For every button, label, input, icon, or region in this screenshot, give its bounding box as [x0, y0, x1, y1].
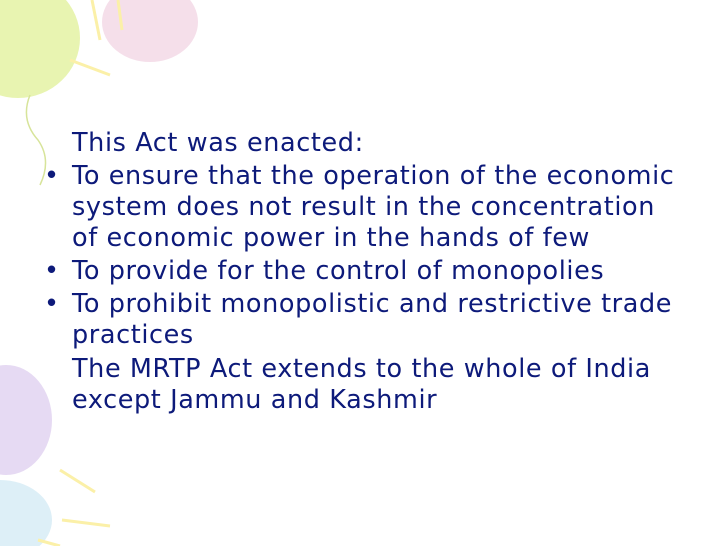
- closing-line: [44, 354, 684, 416]
- bullet-text: To provide for the control of monopolies: [72, 256, 605, 286]
- yellow-ray: [62, 520, 110, 526]
- bullet-marker: •: [44, 256, 60, 286]
- blue-balloon: [0, 480, 52, 546]
- bullet-item: [44, 161, 684, 254]
- yellow-ray: [92, 0, 100, 40]
- bullet-marker: •: [44, 161, 60, 191]
- closing-text: The MRTP Act extends to the whole of India except Jammu and Kashmir: [72, 354, 651, 415]
- bullet-marker: •: [44, 289, 60, 319]
- green-balloon: [0, 0, 80, 98]
- pink-balloon: [102, 0, 198, 62]
- intro-text: This Act was enacted:: [72, 128, 364, 158]
- green-balloon-string: [26, 95, 45, 185]
- bullet-item: [44, 256, 684, 287]
- bullet-text: To prohibit monopolistic and restrictive trade practices: [72, 289, 673, 350]
- bullet-item: [44, 289, 684, 351]
- bullet-text: To ensure that the operation of the economic system does not result in the concentration of economic power in the hands of few: [72, 161, 675, 253]
- yellow-ray: [60, 470, 95, 492]
- yellow-ray: [70, 60, 110, 75]
- intro-line: [44, 128, 684, 159]
- slide-body: [44, 128, 684, 418]
